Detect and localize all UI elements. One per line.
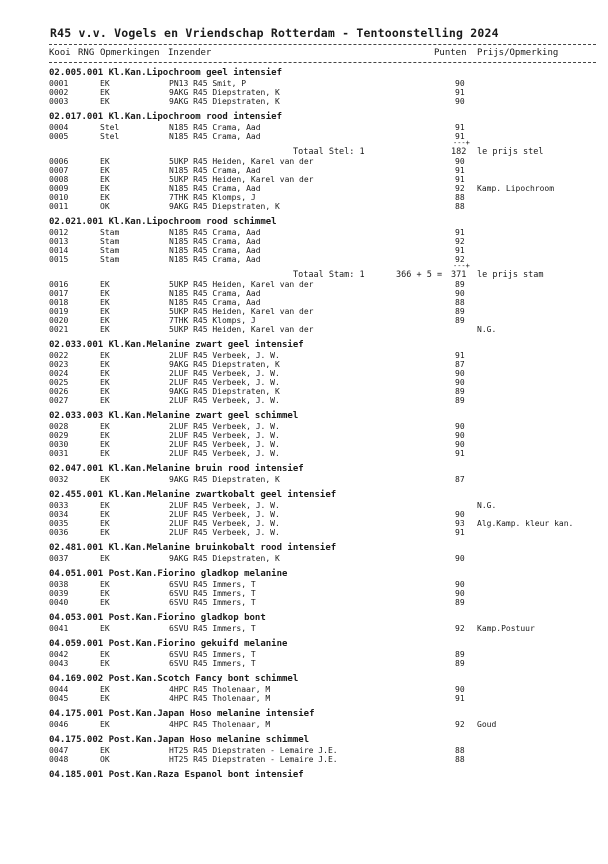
total-row (49, 270, 596, 280)
table-row (49, 97, 596, 106)
table-row (49, 246, 596, 255)
rank: Stel (100, 123, 120, 132)
rank: EK (100, 289, 110, 298)
section-title: 02.481.001 Kl.Kan.Melanine bruinkobalt rood intensief (49, 543, 337, 553)
rank: EK (100, 501, 110, 510)
prize-remark: N.G. (477, 325, 497, 334)
table-row (49, 589, 596, 598)
document-title: R45 v.v. Vogels en Vriendschap Rotterdam - Tentoonstelling 2024 (50, 26, 499, 40)
rank: EK (100, 746, 110, 755)
header-rule-top (49, 44, 596, 45)
rank: EK (100, 720, 110, 729)
table-row (49, 624, 596, 633)
points: 90 (455, 79, 465, 88)
rank: EK (100, 351, 110, 360)
cage-number: 0044 (49, 685, 69, 694)
points: 91 (455, 175, 465, 184)
rank: EK (100, 387, 110, 396)
exhibitor: 9AKG R45 Diepstraten, K (169, 88, 280, 97)
column-header (49, 48, 596, 62)
section-title: 04.169.002 Post.Kan.Scotch Fancy bont schimmel (49, 674, 299, 684)
prize-remark: Goud (477, 720, 497, 729)
points: 90 (455, 685, 465, 694)
points: 90 (455, 510, 465, 519)
rank: EK (100, 449, 110, 458)
section-title: 02.047.001 Kl.Kan.Melanine bruin rood intensief (49, 464, 304, 474)
points: 90 (455, 431, 465, 440)
cage-number: 0025 (49, 378, 69, 387)
exhibitor: 2LUF R45 Verbeek, J. W. (169, 431, 280, 440)
cage-number: 0006 (49, 157, 69, 166)
section-title: 04.175.001 Post.Kan.Japan Hoso melanine intensief (49, 709, 315, 719)
exhibitor: 9AKG R45 Diepstraten, K (169, 387, 280, 396)
rank: EK (100, 378, 110, 387)
points: 90 (455, 422, 465, 431)
exhibitor: PN13 R45 Smit, P (169, 79, 247, 88)
cage-number: 0030 (49, 440, 69, 449)
section-title: 02.033.003 Kl.Kan.Melanine zwart geel schimmel (49, 411, 299, 421)
section-title: 02.455.001 Kl.Kan.Melanine zwartkobalt geel intensief (49, 490, 337, 500)
prize-remark: Alg.Kamp. kleur kan. (477, 519, 574, 528)
cage-number: 0048 (49, 755, 69, 764)
results-list (49, 68, 596, 781)
rank: EK (100, 580, 110, 589)
subtotal-rule-text: ---+ (453, 139, 470, 147)
points: 88 (455, 202, 465, 211)
cage-number: 0024 (49, 369, 69, 378)
points: 89 (455, 280, 465, 289)
rank: EK (100, 659, 110, 668)
exhibitor: 6SVU R45 Immers, T (169, 659, 256, 668)
exhibitor: 2LUF R45 Verbeek, J. W. (169, 440, 280, 449)
section-title: 02.005.001 Kl.Kan.Lipochroom geel intensief (49, 68, 282, 78)
table-row (49, 396, 596, 405)
subtotal-rule-text: ---+ (453, 262, 470, 270)
total-calc: 366 + 5 = (396, 270, 443, 280)
table-row (49, 580, 596, 589)
cage-number: 0047 (49, 746, 69, 755)
total-label: Totaal Stel: 1 (293, 147, 365, 157)
points: 92 (455, 237, 465, 246)
cage-number: 0032 (49, 475, 69, 484)
rank: EK (100, 396, 110, 405)
exhibitor: 5UKP R45 Heiden, Karel van der (169, 307, 314, 316)
exhibitor: 9AKG R45 Diepstraten, K (169, 554, 280, 563)
rank: EK (100, 554, 110, 563)
cage-number: 0019 (49, 307, 69, 316)
exhibitor: 5UKP R45 Heiden, Karel van der (169, 175, 314, 184)
section-title: 02.033.001 Kl.Kan.Melanine zwart geel intensief (49, 340, 304, 350)
cage-number: 0003 (49, 97, 69, 106)
points: 89 (455, 387, 465, 396)
rank: EK (100, 624, 110, 633)
rank: EK (100, 79, 110, 88)
col-rng: RNG (78, 48, 95, 58)
table-row (49, 237, 596, 246)
cage-number: 0040 (49, 598, 69, 607)
prize-remark: N.G. (477, 501, 497, 510)
table-row (49, 528, 596, 537)
points: 91 (455, 123, 465, 132)
rank: Stam (100, 246, 120, 255)
total-prize: le prijs stel (477, 147, 544, 157)
exhibitor: 4HPC R45 Tholenaar, M (169, 685, 271, 694)
rank: Stel (100, 132, 120, 141)
cage-number: 0007 (49, 166, 69, 175)
rank: EK (100, 157, 110, 166)
table-row (49, 554, 596, 563)
cage-number: 0026 (49, 387, 69, 396)
cage-number: 0041 (49, 624, 69, 633)
cage-number: 0031 (49, 449, 69, 458)
table-row (49, 510, 596, 519)
table-row (49, 685, 596, 694)
points: 89 (455, 650, 465, 659)
table-row (49, 166, 596, 175)
exhibitor: 9AKG R45 Diepstraten, K (169, 360, 280, 369)
table-row (49, 351, 596, 360)
points: 92 (455, 255, 465, 264)
points: 89 (455, 316, 465, 325)
exhibitor: N185 R45 Crama, Aad (169, 246, 261, 255)
points: 90 (455, 440, 465, 449)
exhibitor: 9AKG R45 Diepstraten, K (169, 475, 280, 484)
col-kooi: Kooi (49, 48, 71, 58)
rank: EK (100, 685, 110, 694)
cage-number: 0010 (49, 193, 69, 202)
cage-number: 0004 (49, 123, 69, 132)
table-row (49, 184, 596, 193)
cage-number: 0011 (49, 202, 69, 211)
rank: EK (100, 589, 110, 598)
points: 90 (455, 589, 465, 598)
table-row (49, 157, 596, 166)
rank: EK (100, 598, 110, 607)
table-row (49, 694, 596, 703)
section-title: 04.059.001 Post.Kan.Fiorino gekuifd melanine (49, 639, 288, 649)
table-row (49, 193, 596, 202)
table-row (49, 746, 596, 755)
rank: EK (100, 694, 110, 703)
table-row (49, 519, 596, 528)
cage-number: 0014 (49, 246, 69, 255)
cage-number: 0002 (49, 88, 69, 97)
points: 90 (455, 378, 465, 387)
table-row (49, 369, 596, 378)
rank: EK (100, 193, 110, 202)
rank: EK (100, 650, 110, 659)
exhibitor: 2LUF R45 Verbeek, J. W. (169, 449, 280, 458)
header-rule-bottom (49, 62, 596, 63)
points: 90 (455, 289, 465, 298)
exhibitor: 4HPC R45 Tholenaar, M (169, 720, 271, 729)
exhibitor: 2LUF R45 Verbeek, J. W. (169, 501, 280, 510)
col-punten: Punten (434, 48, 467, 58)
total-points: 371 (451, 270, 467, 280)
points: 87 (455, 475, 465, 484)
col-inzender: Inzender (168, 48, 212, 58)
points: 92 (455, 720, 465, 729)
table-row (49, 387, 596, 396)
points: 91 (455, 132, 465, 141)
col-opmerkingen: Opmerkingen (100, 48, 160, 58)
section-title: 04.175.002 Post.Kan.Japan Hoso melanine schimmel (49, 735, 310, 745)
points: 88 (455, 746, 465, 755)
table-row (49, 298, 596, 307)
rank: Stam (100, 237, 120, 246)
table-row (49, 307, 596, 316)
cage-number: 0012 (49, 228, 69, 237)
table-row (49, 755, 596, 764)
exhibitor: N185 R45 Crama, Aad (169, 123, 261, 132)
exhibitor: 5UKP R45 Heiden, Karel van der (169, 325, 314, 334)
table-row (49, 79, 596, 88)
points: 91 (455, 449, 465, 458)
exhibitor: N185 R45 Crama, Aad (169, 237, 261, 246)
table-row (49, 228, 596, 237)
rank: EK (100, 316, 110, 325)
section-title: 02.021.001 Kl.Kan.Lipochroom rood schimmel (49, 217, 277, 227)
exhibitor: N185 R45 Crama, Aad (169, 184, 261, 193)
rank: EK (100, 298, 110, 307)
cage-number: 0029 (49, 431, 69, 440)
rank: EK (100, 325, 110, 334)
cage-number: 0005 (49, 132, 69, 141)
table-row (49, 598, 596, 607)
table-row (49, 422, 596, 431)
exhibitor: 6SVU R45 Immers, T (169, 624, 256, 633)
cage-number: 0037 (49, 554, 69, 563)
exhibitor: HT25 R45 Diepstraten - Lemaire J.E. (169, 746, 338, 755)
exhibitor: 2LUF R45 Verbeek, J. W. (169, 528, 280, 537)
points: 91 (455, 246, 465, 255)
points: 89 (455, 307, 465, 316)
points: 88 (455, 298, 465, 307)
points: 89 (455, 598, 465, 607)
points: 91 (455, 88, 465, 97)
exhibitor: 9AKG R45 Diepstraten, K (169, 202, 280, 211)
exhibitor: 2LUF R45 Verbeek, J. W. (169, 369, 280, 378)
exhibitor: 6SVU R45 Immers, T (169, 650, 256, 659)
cage-number: 0008 (49, 175, 69, 184)
cage-number: 0036 (49, 528, 69, 537)
points: 90 (455, 369, 465, 378)
cage-number: 0046 (49, 720, 69, 729)
exhibitor: N185 R45 Crama, Aad (169, 298, 261, 307)
cage-number: 0034 (49, 510, 69, 519)
exhibitor: 6SVU R45 Immers, T (169, 598, 256, 607)
table-row (49, 325, 596, 334)
cage-number: 0015 (49, 255, 69, 264)
cage-number: 0035 (49, 519, 69, 528)
rank: Stam (100, 255, 120, 264)
cage-number: 0043 (49, 659, 69, 668)
section-title: 02.017.001 Kl.Kan.Lipochroom rood intensief (49, 112, 282, 122)
prize-remark: Kamp.Postuur (477, 624, 535, 633)
points: 92 (455, 624, 465, 633)
total-prize: le prijs stam (477, 270, 544, 280)
exhibitor: 6SVU R45 Immers, T (169, 589, 256, 598)
exhibitor: N185 R45 Crama, Aad (169, 289, 261, 298)
rank: EK (100, 422, 110, 431)
table-row (49, 360, 596, 369)
cage-number: 0038 (49, 580, 69, 589)
table-row (49, 501, 596, 510)
points: 90 (455, 97, 465, 106)
exhibitor: N185 R45 Crama, Aad (169, 255, 261, 264)
points: 88 (455, 755, 465, 764)
cage-number: 0033 (49, 501, 69, 510)
table-row (49, 316, 596, 325)
cage-number: 0045 (49, 694, 69, 703)
rank: EK (100, 307, 110, 316)
table-row (49, 255, 596, 264)
rank: Stam (100, 228, 120, 237)
rank: EK (100, 475, 110, 484)
cage-number: 0018 (49, 298, 69, 307)
table-row (49, 659, 596, 668)
table-row (49, 431, 596, 440)
cage-number: 0021 (49, 325, 69, 334)
table-row (49, 440, 596, 449)
points: 87 (455, 360, 465, 369)
table-row (49, 720, 596, 729)
section-title: 04.053.001 Post.Kan.Fiorino gladkop bont (49, 613, 266, 623)
total-points: 182 (451, 147, 467, 157)
rank: EK (100, 280, 110, 289)
cage-number: 0042 (49, 650, 69, 659)
table-row (49, 202, 596, 211)
exhibitor: 5UKP R45 Heiden, Karel van der (169, 157, 314, 166)
rank: EK (100, 369, 110, 378)
rank: EK (100, 88, 110, 97)
points: 91 (455, 228, 465, 237)
exhibitor: N185 R45 Crama, Aad (169, 166, 261, 175)
exhibitor: 2LUF R45 Verbeek, J. W. (169, 378, 280, 387)
exhibitor: HT25 R45 Diepstraten - Lemaire J.E. (169, 755, 338, 764)
rank: EK (100, 440, 110, 449)
points: 91 (455, 694, 465, 703)
cage-number: 0022 (49, 351, 69, 360)
points: 91 (455, 166, 465, 175)
points: 90 (455, 554, 465, 563)
exhibitor: 7THK R45 Klomps, J (169, 316, 256, 325)
exhibitor: 2LUF R45 Verbeek, J. W. (169, 422, 280, 431)
cage-number: 0023 (49, 360, 69, 369)
table-row (49, 280, 596, 289)
exhibitor: 9AKG R45 Diepstraten, K (169, 97, 280, 106)
rank: EK (100, 175, 110, 184)
col-prijs: Prijs/Opmerking (477, 48, 559, 58)
cage-number: 0020 (49, 316, 69, 325)
cage-number: 0009 (49, 184, 69, 193)
cage-number: 0028 (49, 422, 69, 431)
exhibitor: 7THK R45 Klomps, J (169, 193, 256, 202)
cage-number: 0039 (49, 589, 69, 598)
rank: EK (100, 184, 110, 193)
points: 93 (455, 519, 465, 528)
rank: EK (100, 510, 110, 519)
points: 90 (455, 157, 465, 166)
points: 88 (455, 193, 465, 202)
total-row (49, 147, 596, 157)
exhibitor: N185 R45 Crama, Aad (169, 132, 261, 141)
points: 92 (455, 184, 465, 193)
cage-number: 0027 (49, 396, 69, 405)
exhibitor: 2LUF R45 Verbeek, J. W. (169, 519, 280, 528)
table-row (49, 289, 596, 298)
rank: OK (100, 755, 110, 764)
points: 91 (455, 528, 465, 537)
table-row (49, 132, 596, 141)
exhibitor: 4HPC R45 Tholenaar, M (169, 694, 271, 703)
cage-number: 0016 (49, 280, 69, 289)
exhibitor: N185 R45 Crama, Aad (169, 228, 261, 237)
points: 89 (455, 396, 465, 405)
prize-remark: Kamp. Lipochroom (477, 184, 555, 193)
table-row (49, 123, 596, 132)
table-row (49, 475, 596, 484)
total-label: Totaal Stam: 1 (293, 270, 365, 280)
exhibitor: 2LUF R45 Verbeek, J. W. (169, 351, 280, 360)
table-row (49, 378, 596, 387)
rank: EK (100, 166, 110, 175)
exhibitor: 5UKP R45 Heiden, Karel van der (169, 280, 314, 289)
rank: EK (100, 528, 110, 537)
section-title: 04.185.001 Post.Kan.Raza Espanol bont intensief (49, 770, 304, 780)
cage-number: 0013 (49, 237, 69, 246)
rank: EK (100, 360, 110, 369)
points: 90 (455, 580, 465, 589)
rank: EK (100, 431, 110, 440)
points: 89 (455, 659, 465, 668)
table-row (49, 650, 596, 659)
table-row (49, 449, 596, 458)
section-title: 04.051.001 Post.Kan.Fiorino gladkop melanine (49, 569, 288, 579)
table-row (49, 175, 596, 184)
cage-number: 0017 (49, 289, 69, 298)
cage-number: 0001 (49, 79, 69, 88)
exhibitor: 2LUF R45 Verbeek, J. W. (169, 510, 280, 519)
rank: EK (100, 519, 110, 528)
exhibitor: 6SVU R45 Immers, T (169, 580, 256, 589)
rank: OK (100, 202, 110, 211)
table-row (49, 88, 596, 97)
rank: EK (100, 97, 110, 106)
points: 91 (455, 351, 465, 360)
exhibitor: 2LUF R45 Verbeek, J. W. (169, 396, 280, 405)
